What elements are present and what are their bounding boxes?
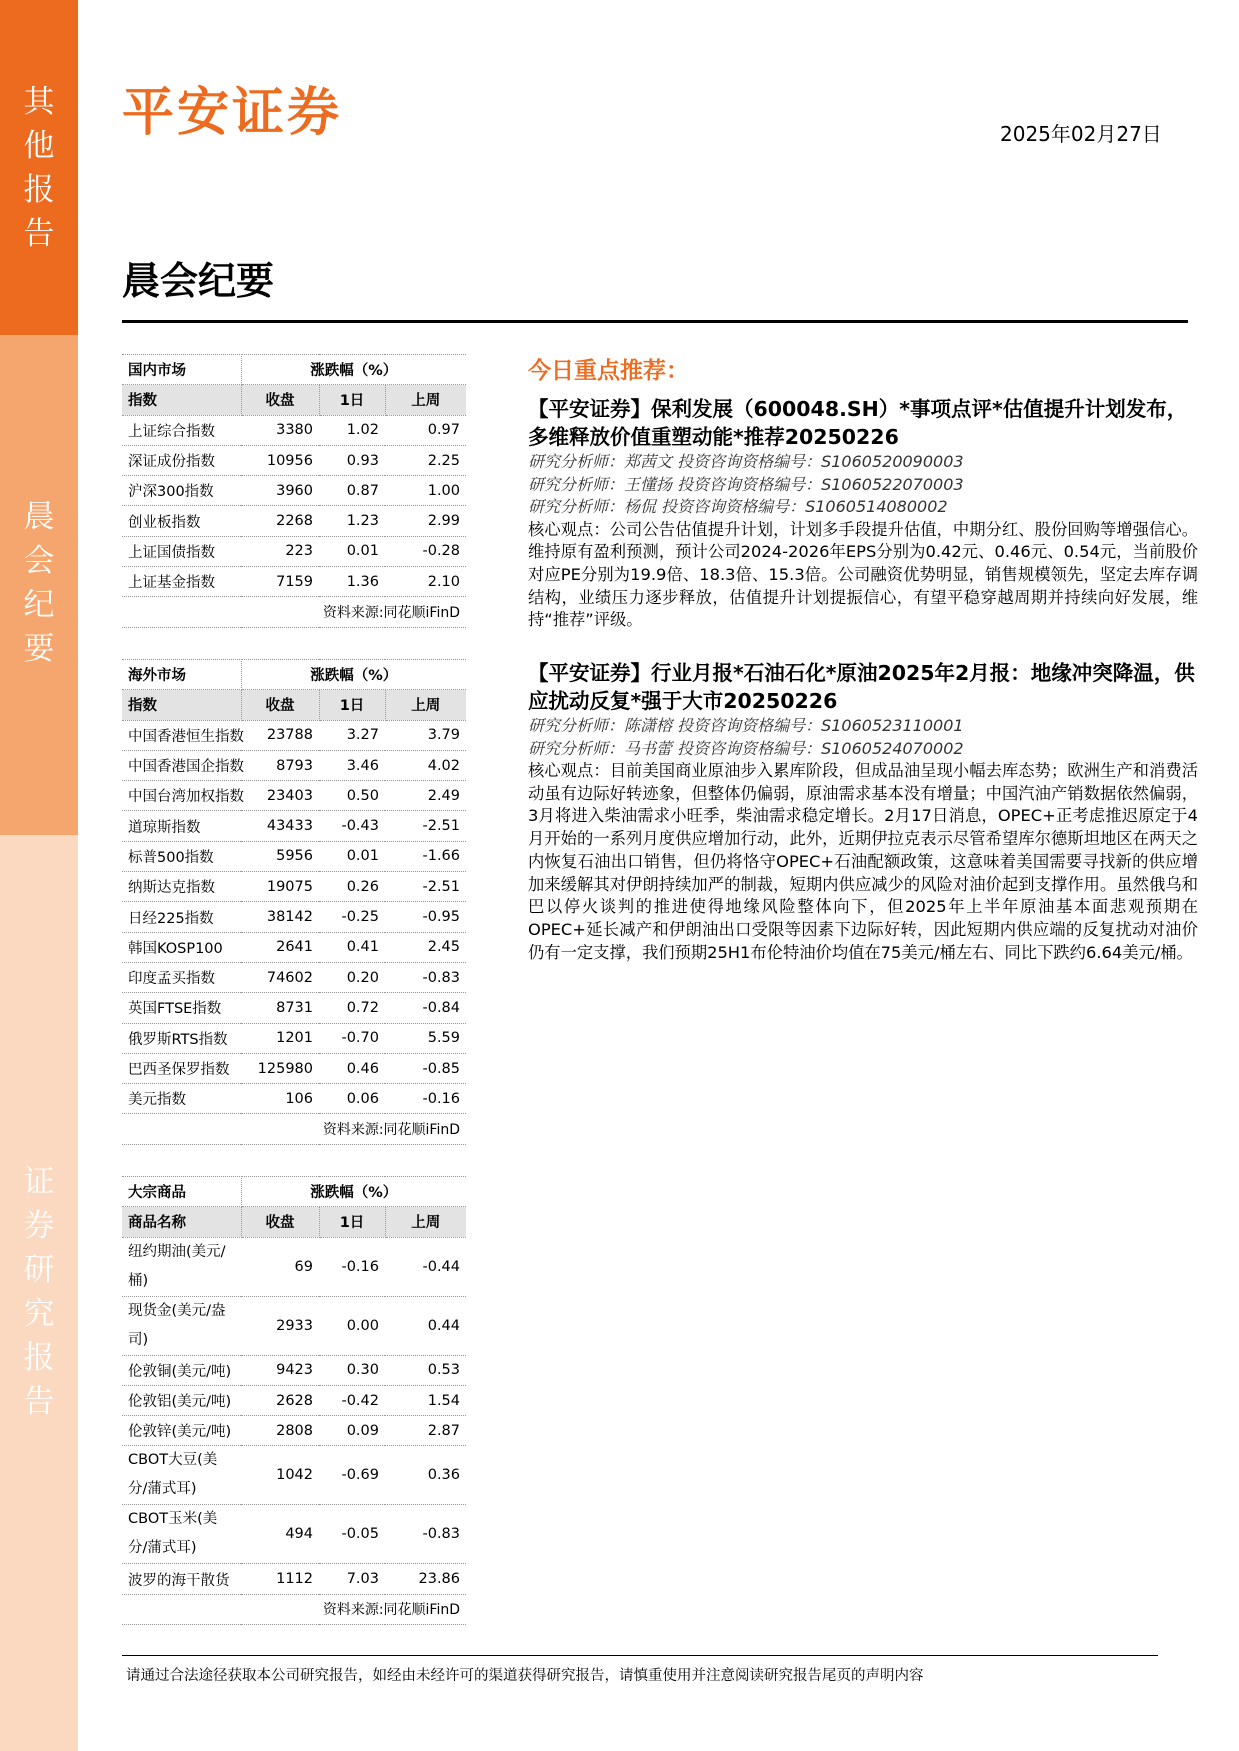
table-row [122, 811, 466, 841]
row-close: 9423 [241, 1355, 319, 1385]
sidebar-char: 告 [23, 216, 55, 252]
row-week: 3.79 [385, 720, 466, 750]
table-row [122, 1416, 466, 1446]
table-row [122, 1084, 466, 1114]
commodity-table [122, 1176, 466, 1625]
row-week: 1.54 [385, 1385, 466, 1415]
row-1d: 1.02 [319, 415, 385, 445]
row-close: 38142 [241, 902, 319, 932]
row-week: -0.28 [385, 536, 466, 566]
row-week: -0.95 [385, 902, 466, 932]
row-close: 3960 [241, 476, 319, 506]
page-title: 晨会纪要 [122, 259, 275, 303]
col-name: 指数 [122, 690, 241, 720]
row-1d: 0.20 [319, 962, 385, 992]
table-row [122, 720, 466, 750]
row-1d: 1.23 [319, 506, 385, 536]
row-name: 中国台湾加权指数 [122, 781, 241, 811]
table-row [122, 781, 466, 811]
row-week: -0.85 [385, 1053, 466, 1083]
row-close: 8731 [241, 993, 319, 1023]
title-divider [122, 320, 1188, 323]
row-name: 中国香港恒生指数 [122, 720, 241, 750]
row-close: 43433 [241, 811, 319, 841]
row-name: 创业板指数 [122, 506, 241, 536]
row-name: 伦敦锌(美元/吨) [122, 1416, 241, 1446]
col-week: 上周 [385, 1207, 466, 1237]
sidebar-char: 报 [23, 172, 55, 208]
table-row [122, 445, 466, 475]
article-analyst: 研究分析师：郑茜文 投资咨询资格编号：S1060520090003 [528, 452, 964, 471]
row-name: 标普500指数 [122, 841, 241, 871]
row-week: 2.99 [385, 506, 466, 536]
row-close: 494 [241, 1505, 319, 1564]
row-name: 美元指数 [122, 1084, 241, 1114]
table-row [122, 476, 466, 506]
row-1d: 0.93 [319, 445, 385, 475]
col-close: 收盘 [241, 385, 319, 415]
sidebar-section-other-report [0, 0, 78, 335]
row-name: 伦敦铝(美元/吨) [122, 1385, 241, 1415]
article-analyst: 研究分析师：王懂扬 投资咨询资格编号：S1060522070003 [528, 474, 964, 494]
row-close: 2933 [241, 1296, 319, 1355]
table-row [122, 1446, 466, 1505]
table-header [122, 355, 466, 385]
row-week: -2.51 [385, 872, 466, 902]
row-1d: -0.42 [319, 1385, 385, 1415]
row-close: 1112 [241, 1564, 319, 1594]
row-close: 223 [241, 536, 319, 566]
sidebar-char: 会 [23, 543, 55, 579]
row-close: 125980 [241, 1053, 319, 1083]
change-label: 涨跌幅（%） [241, 1177, 466, 1207]
row-week: 5.59 [385, 1023, 466, 1053]
market-label: 国内市场 [122, 355, 241, 385]
table-row [122, 1023, 466, 1053]
row-close: 106 [241, 1084, 319, 1114]
row-1d: -0.43 [319, 811, 385, 841]
row-name: 现货金(美元/盎司) [122, 1296, 241, 1355]
row-name: 沪深300指数 [122, 476, 241, 506]
row-1d: 7.03 [319, 1564, 385, 1594]
row-week: -0.83 [385, 1505, 466, 1564]
sidebar-char: 要 [23, 631, 55, 667]
table-row [122, 1053, 466, 1083]
row-name: 巴西圣保罗指数 [122, 1053, 241, 1083]
row-1d: 0.01 [319, 536, 385, 566]
sidebar-char: 研 [23, 1252, 55, 1288]
table-row [122, 750, 466, 780]
row-name: 中国香港国企指数 [122, 750, 241, 780]
row-week: 2.87 [385, 1416, 466, 1446]
row-close: 74602 [241, 962, 319, 992]
row-week: 4.02 [385, 750, 466, 780]
row-week: 0.97 [385, 415, 466, 445]
row-1d: 0.30 [319, 1355, 385, 1385]
row-week: 0.44 [385, 1296, 466, 1355]
col-name: 指数 [122, 385, 241, 415]
footer-disclaimer: 请通过合法途径获取本公司研究报告，如经由未经许可的渠道获得研究报告，请慎重使用并注意阅读研究报告尾页的声明内容 [126, 1668, 924, 1684]
table-row [122, 993, 466, 1023]
article-title: 【平安证券】保利发展（600048.SH）*事项点评*估值提升计划发布，多维释放价值重塑动能*推荐20250226 [528, 397, 1188, 449]
row-1d: -0.69 [319, 1446, 385, 1505]
row-close: 8793 [241, 750, 319, 780]
row-week: 2.45 [385, 932, 466, 962]
row-week: -1.66 [385, 841, 466, 871]
row-close: 3380 [241, 415, 319, 445]
col-week: 上周 [385, 690, 466, 720]
row-name: 上证基金指数 [122, 567, 241, 597]
table-row [122, 1505, 466, 1564]
row-1d: 0.09 [319, 1416, 385, 1446]
row-name: CBOT玉米(美分/蒲式耳) [122, 1505, 241, 1564]
row-week: -0.84 [385, 993, 466, 1023]
table-subheader [122, 1207, 466, 1237]
row-close: 7159 [241, 567, 319, 597]
table-row [122, 1237, 466, 1296]
article-body: 核心观点：公司公告估值提升计划，计划多手段提升估值，中期分红、股份回购等增强信心。维持原有盈利预测，预计公司2024-2026年EPS分别为0.42元、0.46元、0.54元，当前股价对应PE分别为19.9倍、18.3倍、15.3倍。公司融资优势明显，销售规模领先，坚定去库存调结构，业绩压力逐步释放，估值提升计划提振信心，有望平稳穿越周期并持续向好发展，维持“推荐”评级。 [528, 519, 1198, 630]
row-close: 2268 [241, 506, 319, 536]
row-week: 2.10 [385, 567, 466, 597]
table-row [122, 536, 466, 566]
sidebar-char: 纪 [23, 587, 55, 623]
table-subheader [122, 385, 466, 415]
change-label: 涨跌幅（%） [241, 355, 466, 385]
row-name: 上证国债指数 [122, 536, 241, 566]
row-close: 5956 [241, 841, 319, 871]
row-week: 0.53 [385, 1355, 466, 1385]
article-analyst: 研究分析师：陈潇榕 投资咨询资格编号：S1060523110001 [528, 716, 964, 735]
table-row [122, 506, 466, 536]
table-row [122, 932, 466, 962]
table-row [122, 415, 466, 445]
table-row [122, 1385, 466, 1415]
sidebar-char: 他 [23, 128, 55, 164]
market-label: 海外市场 [122, 660, 241, 690]
table-source: 资料来源:同花顺iFinD [122, 1594, 466, 1624]
footer-divider [122, 1655, 1158, 1656]
row-week: -0.16 [385, 1084, 466, 1114]
row-1d: -0.16 [319, 1237, 385, 1296]
row-week: -0.44 [385, 1237, 466, 1296]
row-name: 日经225指数 [122, 902, 241, 932]
row-1d: 1.36 [319, 567, 385, 597]
table-row [122, 1564, 466, 1594]
row-1d: 3.27 [319, 720, 385, 750]
col-1d: 1日 [319, 1207, 385, 1237]
article-title: 【平安证券】行业月报*石油石化*原油2025年2月报：地缘冲突降温，供应扰动反复*强于大市20250226 [528, 661, 1195, 713]
table-source: 资料来源:同花顺iFinD [122, 1114, 466, 1144]
domestic-market-table [122, 354, 466, 628]
recommend-heading: 今日重点推荐： [528, 358, 689, 384]
table-subheader [122, 690, 466, 720]
company-logo: 平安证券 [122, 83, 343, 143]
report-date: 2025年02月27日 [1000, 122, 1162, 146]
row-1d: -0.25 [319, 902, 385, 932]
row-name: 纳斯达克指数 [122, 872, 241, 902]
row-name: 波罗的海干散货 [122, 1564, 241, 1594]
row-1d: -0.70 [319, 1023, 385, 1053]
table-header [122, 660, 466, 690]
row-1d: 0.72 [319, 993, 385, 1023]
sidebar-section-morning-notes [0, 335, 78, 835]
col-name: 商品名称 [122, 1207, 241, 1237]
row-1d: 0.01 [319, 841, 385, 871]
row-week: 2.25 [385, 445, 466, 475]
sidebar-char: 晨 [23, 499, 55, 535]
row-close: 2808 [241, 1416, 319, 1446]
table-row [122, 1355, 466, 1385]
row-1d: -0.05 [319, 1505, 385, 1564]
row-1d: 0.87 [319, 476, 385, 506]
row-close: 19075 [241, 872, 319, 902]
row-close: 10956 [241, 445, 319, 475]
article-analyst: 研究分析师：杨侃 投资咨询资格编号：S1060514080002 [528, 497, 948, 516]
row-week: 2.49 [385, 781, 466, 811]
row-close: 23788 [241, 720, 319, 750]
col-close: 收盘 [241, 1207, 319, 1237]
row-1d: 3.46 [319, 750, 385, 780]
row-1d: 0.06 [319, 1084, 385, 1114]
row-1d: 0.41 [319, 932, 385, 962]
article-2 [528, 659, 1198, 964]
row-name: 俄罗斯RTS指数 [122, 1023, 241, 1053]
row-close: 2641 [241, 932, 319, 962]
sidebar-section-research-report [0, 835, 78, 1751]
row-week: 23.86 [385, 1564, 466, 1594]
row-close: 23403 [241, 781, 319, 811]
row-close: 2628 [241, 1385, 319, 1415]
row-week: -2.51 [385, 811, 466, 841]
table-header [122, 1177, 466, 1207]
row-week: -0.83 [385, 962, 466, 992]
col-week: 上周 [385, 385, 466, 415]
sidebar-char: 券 [23, 1208, 55, 1244]
table-row [122, 1296, 466, 1355]
overseas-market-table [122, 659, 466, 1145]
row-close: 69 [241, 1237, 319, 1296]
table-source: 资料来源:同花顺iFinD [122, 597, 466, 627]
sidebar-char: 报 [23, 1340, 55, 1376]
sidebar-char: 证 [23, 1164, 55, 1200]
row-close: 1201 [241, 1023, 319, 1053]
article-analyst: 研究分析师：马书蕾 投资咨询资格编号：S1060524070002 [528, 738, 964, 758]
row-week: 1.00 [385, 476, 466, 506]
row-name: 英国FTSE指数 [122, 993, 241, 1023]
sidebar-char: 究 [23, 1296, 55, 1332]
market-label: 大宗商品 [122, 1177, 241, 1207]
row-name: CBOT大豆(美分/蒲式耳) [122, 1446, 241, 1505]
table-row [122, 567, 466, 597]
col-close: 收盘 [241, 690, 319, 720]
sidebar-char: 其 [23, 84, 55, 120]
article-1 [528, 395, 1198, 632]
change-label: 涨跌幅（%） [241, 660, 466, 690]
table-row [122, 872, 466, 902]
row-name: 上证综合指数 [122, 415, 241, 445]
table-row [122, 902, 466, 932]
table-row [122, 962, 466, 992]
row-name: 韩国KOSP100 [122, 932, 241, 962]
row-1d: 0.46 [319, 1053, 385, 1083]
col-1d: 1日 [319, 690, 385, 720]
row-1d: 0.00 [319, 1296, 385, 1355]
row-close: 1042 [241, 1446, 319, 1505]
table-row [122, 841, 466, 871]
row-name: 道琼斯指数 [122, 811, 241, 841]
row-1d: 0.50 [319, 781, 385, 811]
col-1d: 1日 [319, 385, 385, 415]
row-name: 深证成份指数 [122, 445, 241, 475]
row-name: 印度孟买指数 [122, 962, 241, 992]
row-1d: 0.26 [319, 872, 385, 902]
row-name: 纽约期油(美元/桶) [122, 1237, 241, 1296]
row-week: 0.36 [385, 1446, 466, 1505]
sidebar [0, 0, 78, 1751]
row-name: 伦敦铜(美元/吨) [122, 1355, 241, 1385]
article-body: 核心观点：目前美国商业原油步入累库阶段，但成品油呈现小幅去库态势；欧洲生产和消费活动虽有边际好转迹象，但整体仍偏弱，原油需求基本没有增量；中国汽油产销数据依然偏弱，3月将进入柴油需求小旺季，柴油需求稳定增长。2月17日消息，OPEC+正考虑推迟原定于4月开始的一系列月度供应增加行动，此外，近期伊拉克表示尽管希望库尔德斯坦地区在两天之内恢复石油出口销售，但仍将恪守OPEC+石油配额政策，这意味着美国需要寻找新的供应增加来缓解其对伊朗持续加严的制裁，短期内供应减少的风险对油价起到支撑作用。虽然俄乌和巴以停火谈判的推进使得地缘风险整体向下，但2025年上半年原油基本面悲观预期在OPEC+延长减产和伊朗油出口受限等因素下边际好转，因此短期内供应端的反复扰动对油价仍有一定支撑，我们预期25H1布伦特油价均值在75美元/桶左右、同比下跌约6.64美元/桶。 [528, 761, 1198, 962]
sidebar-char: 告 [23, 1384, 55, 1420]
